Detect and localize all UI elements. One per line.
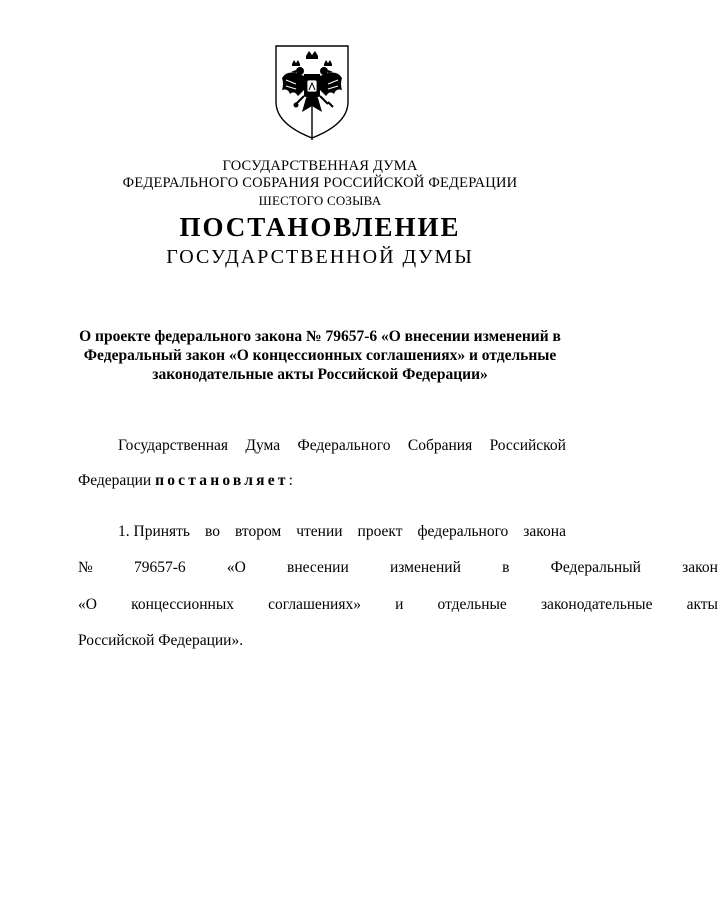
preamble-line-2 (78, 472, 566, 490)
document-subtitle: ГОСУДАРСТВЕННОЙ ДУМЫ (166, 246, 474, 268)
preamble-resolves: постановляет (155, 472, 289, 489)
item1-line-1 (118, 523, 566, 541)
preamble-word: Российской (489, 437, 566, 454)
item1-word: Федеральный (550, 559, 641, 576)
item1-word: проект (357, 523, 403, 540)
item1-word: соглашениях» (268, 596, 361, 613)
subject-line-3: законодательные акты Российской Федерации» (152, 366, 488, 383)
item1-word: втором (234, 523, 282, 540)
preamble-word: Федерального (297, 437, 391, 454)
russian-coat-of-arms-icon (270, 44, 354, 140)
item1-word: и (395, 596, 404, 613)
item1-word: отдельные (437, 596, 507, 613)
item1-word: федерального (417, 523, 509, 540)
item1-word: законодательные (540, 596, 653, 613)
item1-line-3 (78, 596, 718, 614)
preamble-federation: Федерации (78, 472, 152, 489)
item1-word: в (502, 559, 510, 576)
subject-line-1: О проекте федерального закона № 79657-6 «О внесении изменений в (79, 328, 561, 345)
item1-word: закон (682, 559, 718, 576)
document-title: ПОСТАНОВЛЕНИЕ (179, 212, 461, 242)
preamble-line-1 (118, 437, 566, 455)
document-subject (70, 327, 570, 384)
subject-line-2: Федеральный закон «О концессионных соглашениях» и отдельные (83, 347, 557, 364)
header-line-3: ШЕСТОГО СОЗЫВА (258, 193, 382, 208)
item1-word: 1. Принять (118, 523, 191, 540)
item1-word: закона (523, 523, 566, 540)
item1-word: чтении (296, 523, 343, 540)
preamble-word: Дума (245, 437, 281, 454)
item1-word: во (205, 523, 220, 540)
item1-line-2 (78, 559, 718, 577)
item1-word: изменений (389, 559, 461, 576)
header-line-2: ФЕДЕРАЛЬНОГО СОБРАНИЯ РОССИЙСКОЙ ФЕДЕРАЦИИ (122, 175, 518, 191)
item1-line-4: Российской Федерации». (78, 632, 244, 649)
preamble-word: Государственная (118, 437, 229, 454)
item1-word: № (78, 559, 93, 576)
item1-word: 79657-6 (134, 559, 186, 576)
header-line-1: ГОСУДАРСТВЕННАЯ ДУМА (222, 158, 418, 174)
preamble-colon: : (288, 472, 293, 489)
item1-word: концессионных (131, 596, 234, 613)
item1-word: внесении (287, 559, 349, 576)
item1-word: акты (686, 596, 718, 613)
item1-word: «О (226, 559, 246, 576)
item1-word: «О (78, 596, 97, 613)
preamble-word: Собрания (407, 437, 473, 454)
